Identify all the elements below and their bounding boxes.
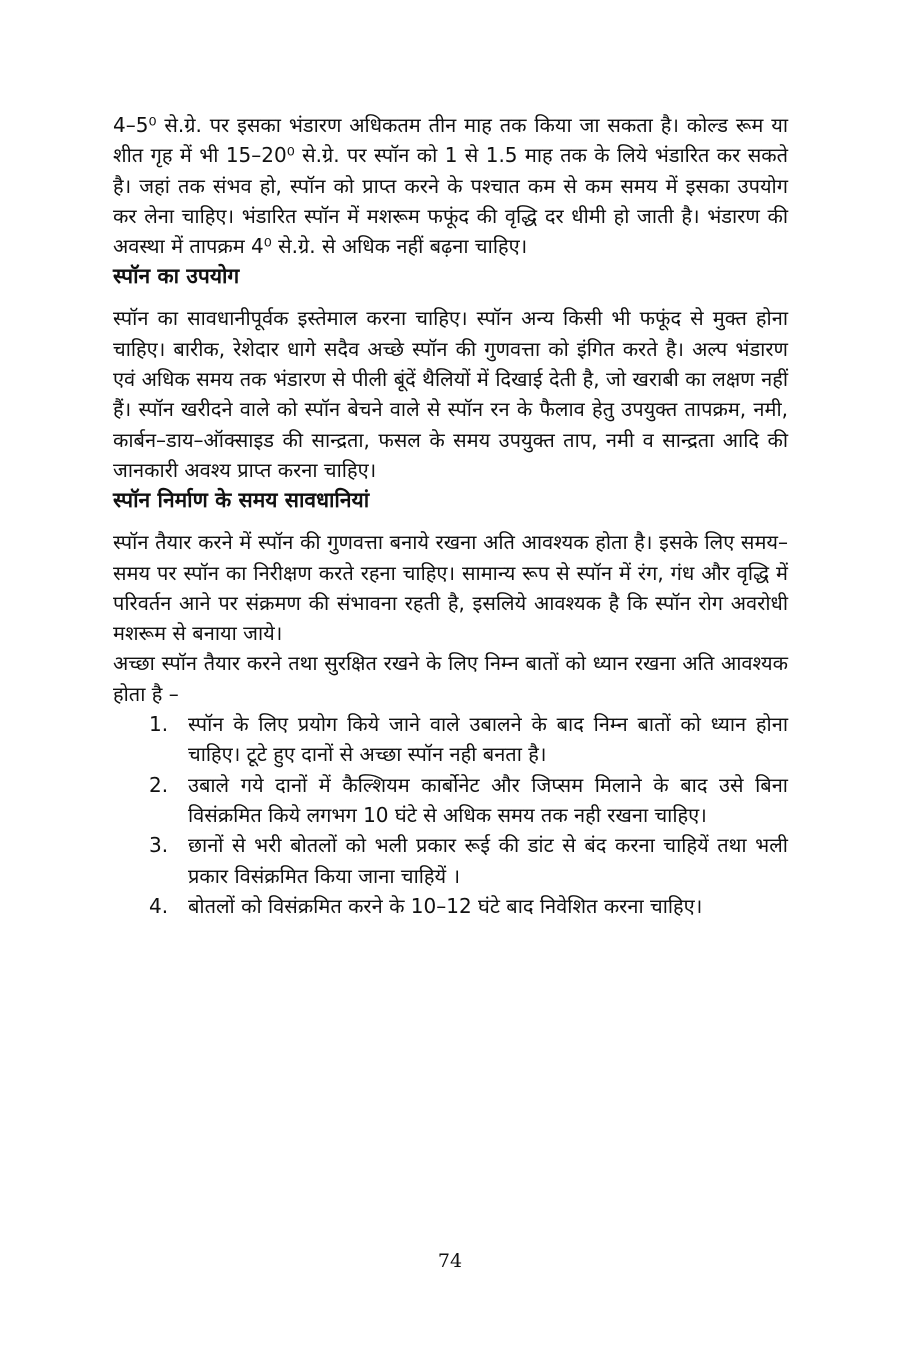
list-item-number: 3. bbox=[149, 833, 169, 858]
list-item-number: 4. bbox=[149, 893, 169, 918]
list-item bbox=[149, 830, 788, 891]
list-item-text: बोतलों को विसंक्रमित करने के 10–12 घंटे बाद निवेशित करना चाहिए। bbox=[188, 893, 703, 918]
list-item-text: उबाले गये दानों में कैल्शियम कार्बोनेट और जिप्सम मिलाने के बाद उसे बिना विसंक्रमित किये लगभग 10 घंटे से अधिक समय तक नही रखना चाहिए। bbox=[188, 772, 788, 827]
list-item-text: छानों से भरी बोतलों को भली प्रकार रूई की डांट से बंद करना चाहियें तथा भली प्रकार विसंक्रमित किया जाना चाहियें । bbox=[188, 833, 788, 888]
document-page bbox=[113, 110, 788, 921]
precautions-list bbox=[113, 709, 788, 921]
list-item-text: स्पॉन के लिए प्रयोग किये जाने वाले उबालने के बाद निम्न बातों को ध्यान होना चाहिए। टूटे हुए दानों से अच्छा स्पॉन नही बनता है। bbox=[188, 712, 788, 767]
paragraph-spawn-quality: स्पॉन तैयार करने में स्पॉन की गुणवत्ता बनाये रखना अति आवश्यक होता है। इसके लिए समय–समय पर स्पॉन का निरीक्षण करते रहना चाहिए। सामान्य रूप से स्पॉन में रंग, गंध और वृद्धि में परिवर्तन आने पर संक्रमण की संभावना रहती है, इसलिये आवश्यक है कि स्पॉन रोग अवरोधी मशरूम से बनाया जाये। bbox=[113, 530, 788, 646]
paragraph-list-intro: अच्छा स्पॉन तैयार करने तथा सुरक्षित रखने के लिए निम्न बातों को ध्यान रखना अति आवश्यक होता है – bbox=[113, 651, 788, 706]
heading-spawn-usage: स्पॉन का उपयोग bbox=[113, 264, 240, 289]
paragraph-spawn-storage: 4–5⁰ से.ग्रे. पर इसका भंडारण अधिकतम तीन माह तक किया जा सकता है। कोल्ड रूम या शीत गृह में भी 15–20⁰ से.ग्रे. पर स्पॉन को 1 से 1.5 माह तक के लिये भंडारित कर सकते है। जहां तक संभव हो, स्पॉन को प्राप्त करने के पश्चात कम से कम समय में इसका उपयोग कर लेना चाहिए। भंडारित स्पॉन में मशरूम फफूंद की वृद्धि दर धीमी हो जाती है। भंडारण की अवस्था में तापक्रम 4⁰ से.ग्रे. से अधिक नहीं बढ़ना चाहिए। bbox=[113, 113, 788, 259]
page-number: 74 bbox=[437, 1250, 463, 1272]
list-item-number: 1. bbox=[149, 712, 169, 737]
heading-spawn-precautions: स्पॉन निर्माण के समय सावधानियां bbox=[113, 488, 370, 513]
list-item-number: 2. bbox=[149, 772, 169, 797]
list-item bbox=[149, 709, 788, 770]
list-item bbox=[149, 770, 788, 831]
list-item bbox=[149, 891, 788, 921]
paragraph-spawn-usage: स्पॉन का सावधानीपूर्वक इस्तेमाल करना चाहिए। स्पॉन अन्य किसी भी फफूंद से मुक्त होना चाहिए। बारीक, रेशेदार धागे सदैव अच्छे स्पॉन की गुणवत्ता को इंगित करते है। अल्प भंडारण एवं अधिक समय तक भंडारण से पीली बूंदें थैलियों में दिखाई देती है, जो खराबी का लक्षण नहीं हैं। स्पॉन खरीदने वाले को स्पॉन बेचने वाले से स्पॉन रन के फैलाव हेतु उपयुक्त तापक्रम, नमी, कार्बन–डाय–ऑक्साइड की सान्द्रता, फसल के समय उपयुक्त ताप, नमी व सान्द्रता आदि की जानकारी अवश्य प्राप्त करना चाहिए। bbox=[113, 306, 788, 482]
